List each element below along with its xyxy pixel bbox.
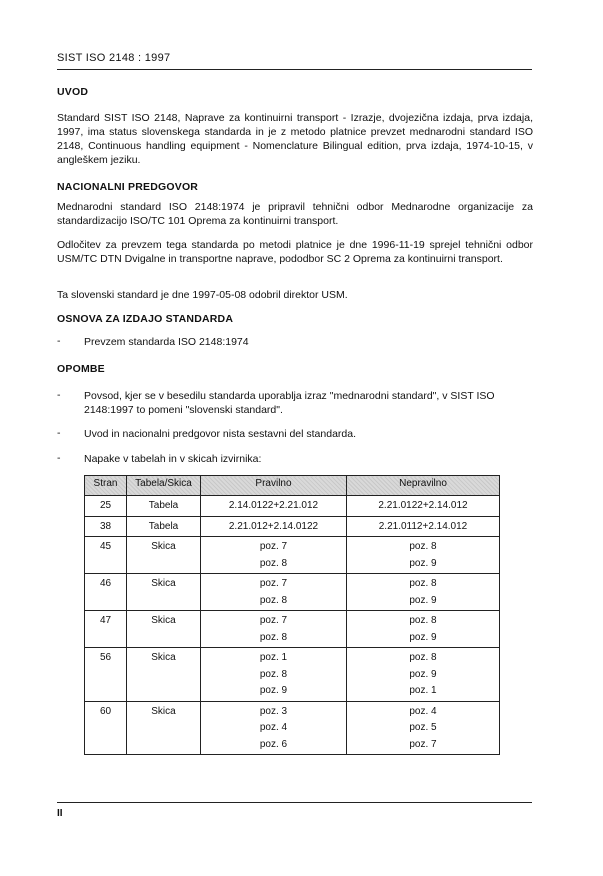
- cell-pravilno: [201, 574, 347, 611]
- cell-tabela-skica: Skica: [127, 537, 201, 574]
- column-header-pravilno: Pravilno: [201, 476, 347, 496]
- cell-line-pravilno: 2.21.012+2.14.0122: [228, 520, 319, 532]
- cell-line-nepravilno: 2.21.0112+2.14.012: [378, 520, 468, 532]
- cell-tabela-skica: Skica: [127, 611, 201, 648]
- cell-line-pravilno: poz. 9: [259, 685, 288, 696]
- cell-pravilno: [201, 648, 347, 702]
- cell-line-nepravilno: poz. 7: [409, 738, 437, 750]
- cell-line-nepravilno: poz. 4: [409, 705, 437, 717]
- cell-pravilno: [201, 496, 347, 517]
- cell-line-nepravilno: poz. 9: [409, 557, 437, 569]
- cell-line-pravilno: poz. 8: [259, 594, 288, 606]
- cell-nepravilno: [347, 701, 500, 755]
- column-header-stran: Stran: [85, 476, 127, 496]
- cell-tabela-skica: Tabela: [127, 496, 201, 517]
- table-row: [85, 496, 500, 517]
- predgovor-heading: NACIONALNI PREDGOVOR: [57, 181, 199, 193]
- opombe-item-2: Uvod in nacionalni predgovor nista sestavni del standarda.: [84, 428, 357, 440]
- cell-tabela-skica: Skica: [127, 648, 201, 702]
- table-row: [85, 701, 500, 755]
- cell-nepravilno: [347, 516, 500, 537]
- cell-line-nepravilno: poz. 8: [409, 578, 437, 589]
- list-dash: -: [57, 389, 61, 401]
- uvod-paragraph: Standard SIST ISO 2148, Naprave za kontinuirni transport - Izrazje, dvojezična izdaja, prva izdaja, 1997, ima status slovenskega standarda in je z metodo platnice prevzet mednarodni standard ISO 2148, Continuous handling equipment - Nomenclature Bilingual edition, prva izdaja, 1974-10-15, v angleškem jeziku.: [57, 112, 533, 166]
- cell-line-nepravilno: poz. 9: [409, 631, 437, 643]
- cell-line-pravilno: poz. 6: [259, 738, 288, 750]
- cell-line-pravilno: poz. 4: [259, 722, 288, 733]
- cell-line-pravilno: poz. 8: [259, 631, 288, 643]
- cell-line-nepravilno: poz. 5: [409, 722, 437, 733]
- cell-stran: 25: [85, 496, 127, 517]
- cell-stran: 60: [85, 701, 127, 755]
- cell-pravilno: [201, 611, 347, 648]
- cell-tabela-skica: Skica: [127, 574, 201, 611]
- table-row: [85, 611, 500, 648]
- cell-line-pravilno: poz. 8: [259, 668, 288, 680]
- cell-line-pravilno: poz. 7: [259, 615, 288, 626]
- cell-stran: 46: [85, 574, 127, 611]
- opombe-item-3: Napake v tabelah in v skicah izvirnika:: [84, 453, 262, 465]
- opombe-heading: OPOMBE: [57, 363, 105, 375]
- predgovor-paragraph-2: Odločitev za prevzem tega standarda po metodi platnice je dne 1996-11-19 sprejel tehnični odbor USM/TC DTN Dvigalne in transportne naprave, pododbor SC 2 Oprema za kontinuirni transport.: [57, 239, 533, 265]
- table-row: [85, 648, 500, 702]
- cell-nepravilno: [347, 537, 500, 574]
- cell-pravilno: [201, 537, 347, 574]
- osnova-heading: OSNOVA ZA IZDAJO STANDARDA: [57, 313, 234, 325]
- table-row: [85, 574, 500, 611]
- table-row: [85, 516, 500, 537]
- cell-line-pravilno: poz. 7: [259, 541, 288, 552]
- cell-line-pravilno: poz. 1: [259, 652, 288, 663]
- list-dash: -: [57, 452, 61, 464]
- page-number: II: [57, 808, 63, 819]
- cell-line-pravilno: poz. 7: [259, 578, 288, 589]
- cell-line-nepravilno: poz. 8: [409, 541, 437, 552]
- table-row: [85, 537, 500, 574]
- cell-line-nepravilno: poz. 8: [409, 615, 437, 626]
- cell-line-nepravilno: poz. 8: [409, 652, 437, 663]
- cell-stran: 56: [85, 648, 127, 702]
- cell-line-nepravilno: 2.21.0122+2.14.012: [378, 500, 468, 511]
- cell-nepravilno: [347, 574, 500, 611]
- cell-stran: 38: [85, 516, 127, 537]
- column-header-tabela-skica: Tabela/Skica: [127, 476, 201, 496]
- opombe-item-1: Povsod, kjer se v besedilu standarda uporablja izraz "mednarodni standard", v SIST ISO 2148:1997 to pomeni "slovenski standard".: [84, 390, 495, 416]
- column-header-nepravilno: Nepravilno: [347, 476, 500, 496]
- cell-line-nepravilno: poz. 9: [409, 668, 437, 680]
- page-header: SIST ISO 2148 : 1997: [57, 52, 171, 64]
- errata-table: [84, 475, 500, 755]
- cell-pravilno: [201, 701, 347, 755]
- header-rule: [57, 69, 532, 70]
- cell-tabela-skica: Tabela: [127, 516, 201, 537]
- cell-nepravilno: [347, 496, 500, 517]
- cell-tabela-skica: Skica: [127, 701, 201, 755]
- osnova-item: Prevzem standarda ISO 2148:1974: [84, 336, 249, 348]
- predgovor-paragraph-3: Ta slovenski standard je dne 1997-05-08 odobril direktor USM.: [57, 289, 348, 301]
- cell-nepravilno: [347, 611, 500, 648]
- table-header-row: [85, 476, 500, 496]
- cell-line-nepravilno: poz. 1: [409, 685, 437, 696]
- cell-line-nepravilno: poz. 9: [409, 594, 437, 606]
- list-dash: -: [57, 427, 61, 439]
- footer-rule: [57, 802, 532, 803]
- list-dash: -: [57, 335, 61, 347]
- cell-nepravilno: [347, 648, 500, 702]
- cell-pravilno: [201, 516, 347, 537]
- cell-line-pravilno: poz. 3: [259, 705, 288, 717]
- predgovor-paragraph-1: Mednarodni standard ISO 2148:1974 je pripravil tehnični odbor Mednarodne organizacije za standardizacijo ISO/TC 101 Oprema za kontinuirni transport.: [57, 201, 533, 227]
- cell-stran: 47: [85, 611, 127, 648]
- uvod-heading: UVOD: [57, 86, 89, 98]
- cell-stran: 45: [85, 537, 127, 574]
- cell-line-pravilno: 2.14.0122+2.21.012: [228, 500, 319, 511]
- cell-line-pravilno: poz. 8: [259, 557, 288, 569]
